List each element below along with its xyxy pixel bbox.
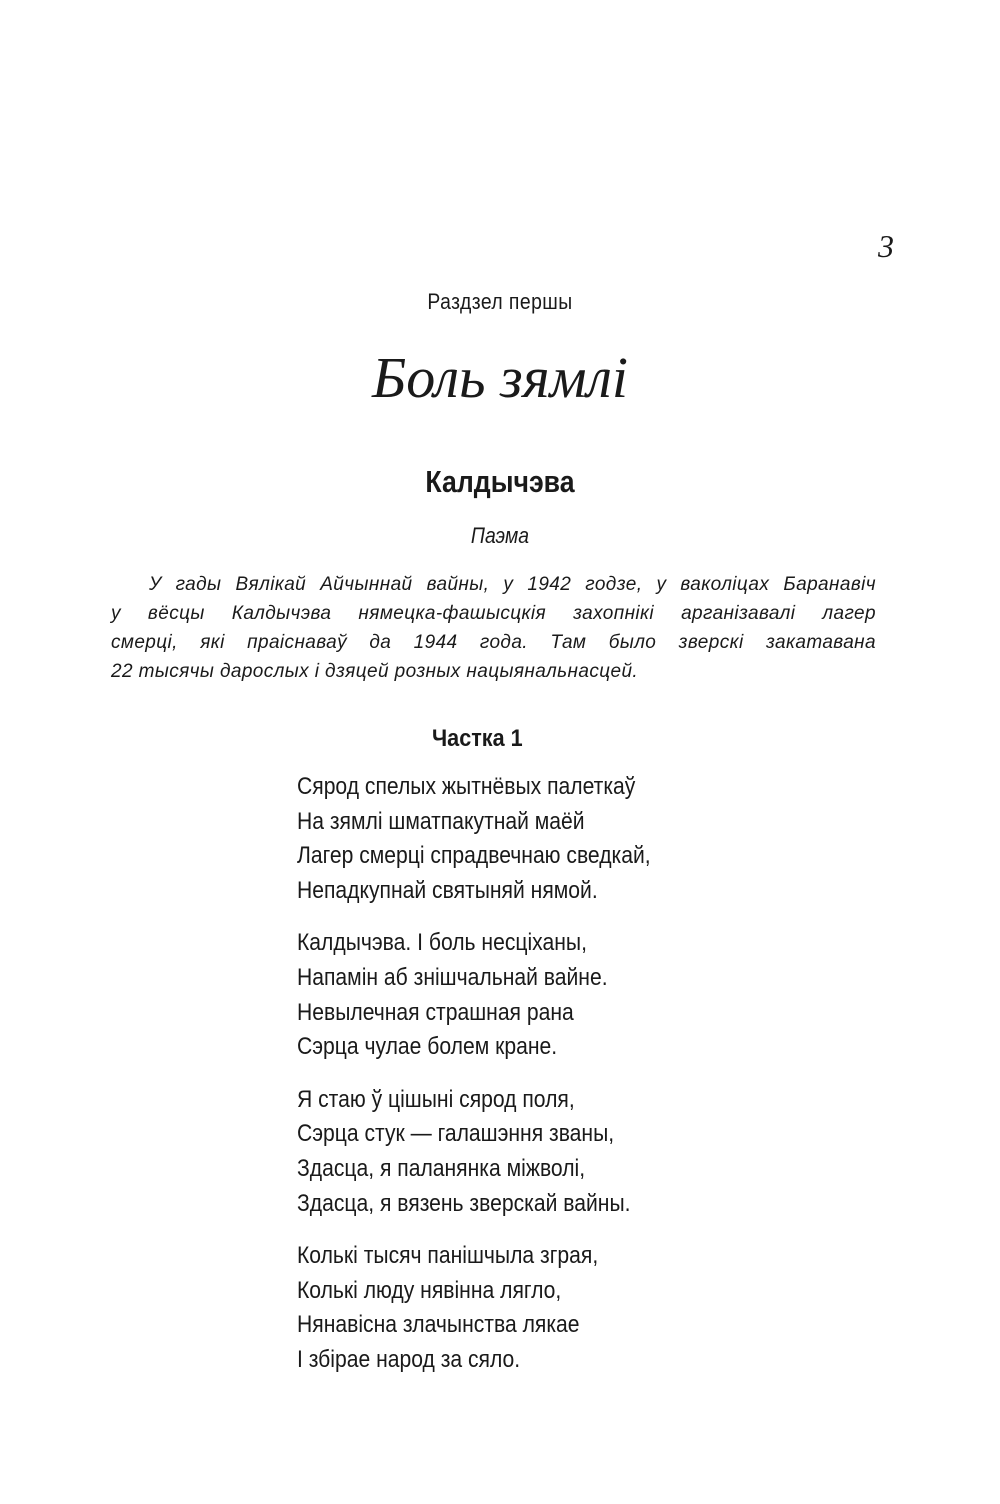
- poem-genre: Паэма: [470, 523, 530, 548]
- verse-line: На зямлі шматпакутнай маёй: [297, 807, 585, 835]
- verse-line: Сярод спелых жытнёвых палеткаў: [297, 773, 636, 800]
- verse-line: Калдычэва. І боль несціханы,: [297, 929, 587, 957]
- part-heading: Частка 1: [432, 725, 523, 752]
- intro-line: у вёсцы Калдычэва нямецка-фашысцкія захопнікі арганізавалі лагер: [111, 603, 876, 624]
- section-title: Боль зямлі: [372, 345, 628, 410]
- poem-body: [297, 770, 817, 1396]
- stanza: [297, 1239, 817, 1377]
- section-label: Раздзел першы: [427, 289, 573, 314]
- verse-line: Сэрца чулае болем кране.: [297, 1033, 558, 1061]
- verse-line: Непадкупнай святыняй нямой.: [297, 876, 598, 904]
- stanza: [297, 1083, 817, 1221]
- intro-line: У гады Вялікай Айчыннай вайны, у 1942 годзе, у ваколіцах Баранавіч: [149, 574, 876, 595]
- verse-line: Сэрца стук — галашэння званы,: [297, 1120, 615, 1148]
- verse-line: Колькі тысяч панішчыла зграя,: [297, 1242, 599, 1270]
- poem-title: Калдычэва: [425, 464, 575, 499]
- verse-line: Я стаю ў цішыні сярод поля,: [297, 1085, 575, 1113]
- intro-line: 22 тысячы дарослых і дзяцей розных нацыянальнасцей.: [111, 661, 639, 682]
- intro-line: смерці, які праіснаваў да 1944 года. Там было зверскі закатавана: [111, 632, 876, 653]
- stanza: [297, 770, 817, 908]
- verse-line: Лагер смерці спрадвечнаю сведкай,: [297, 842, 651, 870]
- verse-line: Колькі люду нявінна лягло,: [297, 1276, 562, 1304]
- verse-line: Нянавісна злачынства лякае: [297, 1311, 580, 1339]
- page-number: 3: [878, 228, 894, 264]
- verse-line: Напамін аб знішчальнай вайне.: [297, 963, 608, 991]
- verse-line: Здасца, я вязень зверскай вайны.: [297, 1189, 631, 1217]
- verse-line: Здасца, я паланянка міжволі,: [297, 1154, 586, 1182]
- intro-paragraph: [111, 570, 876, 686]
- verse-line: Невылечная страшная рана: [297, 998, 574, 1026]
- verse-line: І збірае народ за сяло.: [297, 1345, 521, 1373]
- stanza: [297, 926, 817, 1064]
